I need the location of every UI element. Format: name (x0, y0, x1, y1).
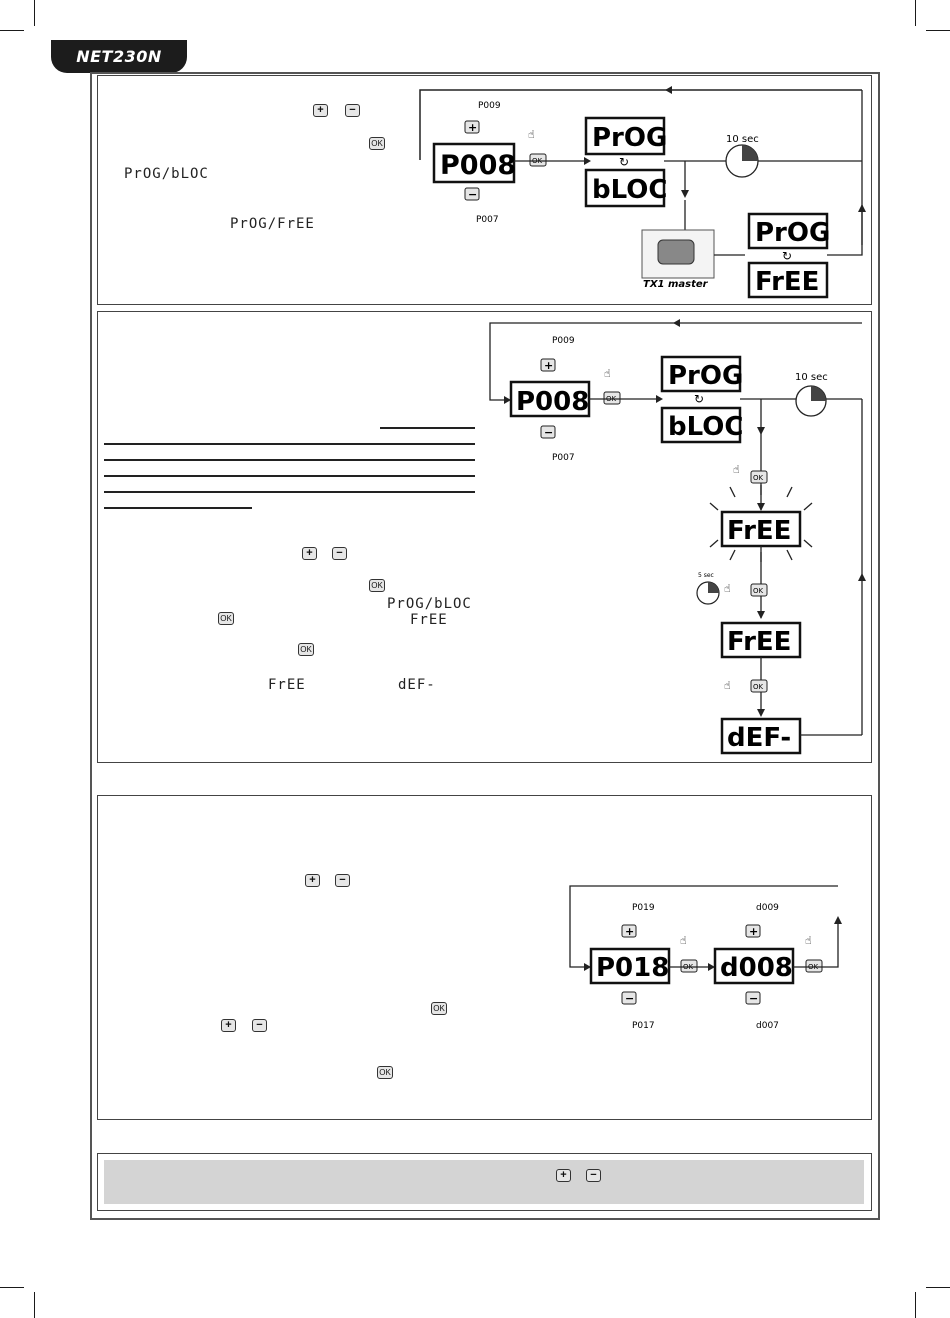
minus-icon-text: − (544, 426, 554, 439)
section-2-diagram (480, 315, 870, 760)
arrow-head (858, 204, 866, 212)
crop-mark (34, 0, 35, 26)
text-underline (104, 475, 475, 477)
plus-button-icon: + (313, 104, 328, 117)
plus-button-icon: + (221, 1019, 236, 1032)
hand-icon: ☝ (680, 934, 687, 947)
hand-icon: ☝ (733, 463, 740, 476)
plus-icon-text: + (749, 925, 759, 938)
crop-mark (0, 30, 24, 31)
ok-icon-text: OK (606, 395, 617, 403)
section-1-diagram (400, 80, 870, 302)
ok-icon-text: OK (808, 963, 819, 971)
ok-button-icon: OK (369, 579, 385, 592)
crop-mark (34, 1292, 35, 1318)
display-p008-text: P008 (440, 150, 517, 181)
lcd-def: dEF- (398, 677, 436, 693)
plus-icon-text: + (625, 925, 635, 938)
timer-wedge (742, 145, 758, 161)
cycle-icon: ↻ (782, 249, 793, 263)
hand-icon: ☝ (604, 367, 611, 380)
ok-icon-text: OK (683, 963, 694, 971)
minus-button-icon: − (332, 547, 347, 560)
display-bloc-text: bLOC (592, 175, 668, 205)
d-up-label: d009 (756, 903, 779, 913)
p-up-label: P019 (632, 903, 655, 913)
minus-icon-text: − (749, 992, 759, 1005)
display-p018-text: P018 (596, 953, 670, 983)
arrow-head (757, 709, 765, 717)
cycle-icon: ↻ (619, 155, 630, 169)
param-down-label: P007 (552, 453, 575, 463)
lcd-prog-bloc: PrOG/bLOC (124, 166, 209, 182)
ok-icon-text: OK (753, 683, 764, 691)
text-underline (104, 491, 475, 493)
crop-mark (926, 30, 950, 31)
arrow-head (681, 190, 689, 198)
display-def-text: dEF- (727, 723, 792, 753)
lcd-prog-bloc-2: PrOG/bLOC (387, 596, 472, 612)
ok-icon-text: OK (532, 157, 543, 165)
minus-button-icon: − (345, 104, 360, 117)
minus-button-icon: − (252, 1019, 267, 1032)
lcd-free-2: FrEE (268, 677, 306, 693)
arrow-head (834, 916, 842, 924)
arrow-head (584, 157, 591, 165)
display-prog-2-text: PrOG (755, 218, 831, 248)
cycle-icon: ↻ (694, 392, 705, 406)
timer-small-label: 5 sec (698, 572, 714, 579)
param-down-label: P007 (476, 215, 499, 225)
ok-icon-text: OK (753, 474, 764, 482)
ok-button-icon: OK (377, 1066, 393, 1079)
display-p008-text: P008 (516, 387, 590, 417)
lcd-free-1: FrEE (410, 612, 448, 628)
arrow-head (757, 503, 765, 511)
note-box (104, 1160, 864, 1204)
ok-button-icon: OK (369, 137, 385, 150)
d-down-label: d007 (756, 1021, 779, 1031)
timer-label: 10 sec (795, 372, 828, 383)
plus-button-icon: + (556, 1169, 571, 1182)
arrow-head (757, 611, 765, 619)
text-underline (380, 427, 475, 429)
display-prog-text: PrOG (668, 361, 744, 391)
p-down-label: P017 (632, 1021, 655, 1031)
lcd-prog-free: PrOG/FrEE (230, 216, 315, 232)
crop-mark (0, 1287, 24, 1288)
display-bloc-text: bLOC (668, 412, 744, 442)
minus-icon-text: − (468, 188, 478, 201)
minus-button-icon: − (586, 1169, 601, 1182)
display-free-text: FrEE (755, 267, 820, 297)
display-prog-text: PrOG (592, 123, 668, 153)
remote-label: TX1 master (643, 279, 708, 290)
minus-icon-text: − (625, 992, 635, 1005)
param-up-label: P009 (552, 336, 575, 346)
plus-button-icon: + (302, 547, 317, 560)
timer-label: 10 sec (726, 134, 759, 145)
hand-icon: ☝ (528, 128, 535, 141)
crop-mark (915, 1292, 916, 1318)
remote-shape (658, 240, 694, 264)
hand-icon: ☝ (724, 679, 731, 692)
timer-wedge (811, 386, 826, 401)
plus-icon-text: + (468, 121, 478, 134)
section-3-diagram (560, 880, 850, 1035)
display-free-text: FrEE (727, 627, 792, 657)
arrow-head (757, 427, 765, 435)
plus-button-icon: + (305, 874, 320, 887)
ok-button-icon: OK (298, 643, 314, 656)
arrow-head (656, 395, 663, 403)
brand-tab (51, 40, 187, 73)
text-underline (104, 507, 252, 509)
display-free-blink-text: FrEE (727, 516, 792, 546)
arrow-head (858, 573, 866, 581)
ok-button-icon: OK (218, 612, 234, 625)
arrow-head (673, 319, 680, 327)
text-underline (104, 459, 475, 461)
param-up-label: P009 (478, 101, 501, 111)
plus-icon-text: + (544, 359, 554, 372)
minus-button-icon: − (335, 874, 350, 887)
display-d008-text: d008 (720, 953, 793, 983)
crop-mark (915, 0, 916, 26)
crop-mark (926, 1287, 950, 1288)
timer-small-wedge (708, 582, 719, 593)
ok-button-icon: OK (431, 1002, 447, 1015)
flow-line (827, 205, 862, 255)
model-name: NET230N (76, 47, 162, 66)
ok-icon-text: OK (753, 587, 764, 595)
hand-icon: ☝ (724, 582, 731, 595)
arrow-head (665, 86, 672, 94)
hand-icon: ☝ (805, 934, 812, 947)
text-underline (104, 443, 475, 445)
